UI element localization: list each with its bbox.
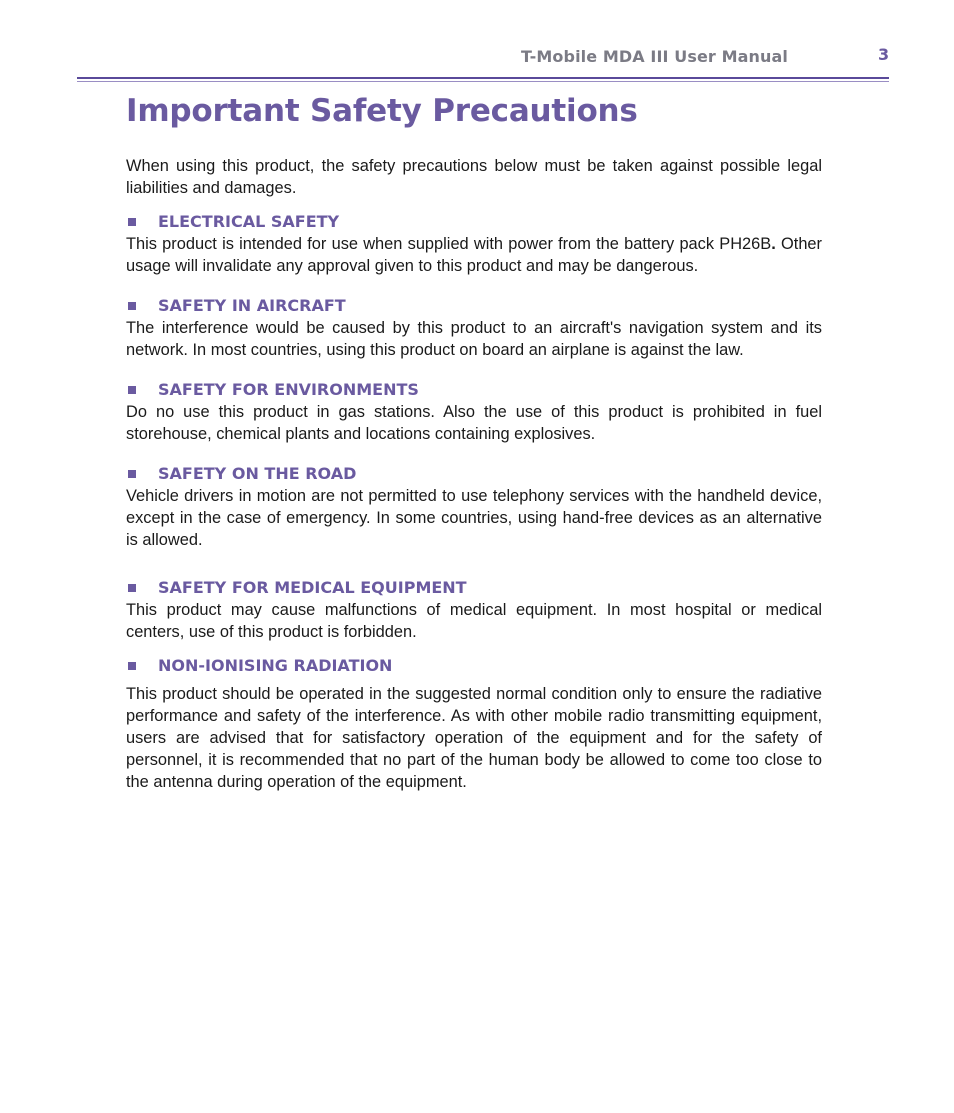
- section-safety-for-medical-equipment: [126, 577, 822, 643]
- section-heading-text: SAFETY FOR ENVIRONMENTS: [158, 380, 419, 399]
- section-heading: [126, 655, 822, 677]
- section-body-text-continued: Other usage will invalidate any approval given to this product and may be dangerous.: [126, 235, 823, 275]
- section-safety-for-environments: [126, 379, 822, 445]
- manual-title: T-Mobile MDA III User Manual: [521, 47, 788, 66]
- section-heading: [126, 577, 822, 599]
- square-bullet-icon: [128, 302, 136, 310]
- page-number: 3: [878, 45, 890, 64]
- square-bullet-icon: [128, 662, 136, 670]
- section-body-text: This product is intended for use when supplied with power from the battery pack PH26B: [126, 235, 772, 253]
- section-body-period: .: [771, 235, 776, 253]
- header-rule: [77, 77, 889, 79]
- section-heading-text: SAFETY FOR MEDICAL EQUIPMENT: [158, 578, 467, 597]
- square-bullet-icon: [128, 584, 136, 592]
- section-heading-text: SAFETY IN AIRCRAFT: [158, 296, 346, 315]
- section-non-ionising-radiation: [126, 655, 822, 793]
- section-heading: [126, 211, 822, 233]
- section-heading: [126, 379, 822, 401]
- section-heading-text: SAFETY ON THE ROAD: [158, 464, 357, 483]
- section-body: This product should be operated in the suggested normal condition only to ensure the radiative performance and safety of the interference. As with other mobile radio transmitting equipment, users are advised that for satisfactory operation of the equipment and for the safety of personnel, it is recommended that no part of the human body be allowed to come too close to the antenna during operation of the equipment.: [126, 685, 822, 791]
- section-safety-in-aircraft: [126, 295, 822, 361]
- square-bullet-icon: [128, 386, 136, 394]
- square-bullet-icon: [128, 470, 136, 478]
- section-body: Vehicle drivers in motion are not permitted to use telephony services with the handheld device, except in the case of emergency. In some countries, using hand-free devices as an alternative is allowed.: [126, 487, 822, 549]
- section-body: [126, 233, 822, 277]
- section-body: This product may cause malfunctions of medical equipment. In most hospital or medical centers, use of this product is forbidden.: [126, 601, 822, 641]
- square-bullet-icon: [128, 218, 136, 226]
- section-body: The interference would be caused by this product to an aircraft's navigation system and its network. In most countries, using this product on board an airplane is against the law.: [126, 319, 822, 359]
- section-safety-on-the-road: [126, 463, 822, 551]
- section-body: Do no use this product in gas stations. Also the use of this product is prohibited in fuel storehouse, chemical plants and locations containing explosives.: [126, 403, 822, 443]
- header-rule-thin: [77, 81, 889, 82]
- section-electrical-safety: [126, 211, 822, 277]
- intro-paragraph: When using this product, the safety precautions below must be taken against possible legal liabilities and damages.: [126, 157, 822, 197]
- section-heading-text: ELECTRICAL SAFETY: [158, 212, 340, 231]
- section-heading: [126, 295, 822, 317]
- section-heading: [126, 463, 822, 485]
- section-heading-text: NON-IONISING RADIATION: [158, 656, 393, 675]
- document-body: [126, 155, 822, 793]
- page-title: Important Safety Precautions: [126, 93, 638, 129]
